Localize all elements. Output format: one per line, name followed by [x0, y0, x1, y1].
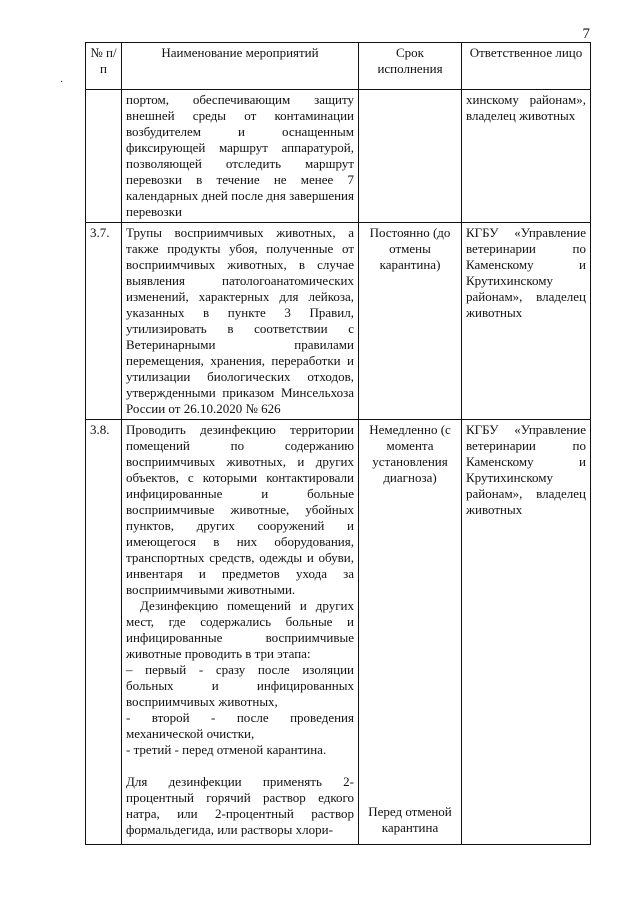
row-num: 3.7.	[86, 223, 122, 420]
page-number: 7	[582, 26, 590, 42]
table-row	[86, 420, 591, 845]
name-paragraph: Для дезинфекции применять 2-процентный горячий раствор едкого натра, или 2-процентный раствор формальдегида, или растворы хлори-	[126, 774, 354, 837]
row-name: портом, обеспечивающим защиту внешней среды от контаминации возбудителем и оснащенным фиксирующей маршрут аппаратурой, позволяющей отследить маршрут перевозки в течение не менее 7 календарных дней после дня завершения перевозки	[122, 90, 359, 223]
name-paragraph: Проводить дезинфекцию территории помещений по содержанию восприимчивых животных, и других объектов, с которыми контактировали инфицированные и больные восприимчивые животные, убойных пунктов, других сооружений и имеющегося в них оборудования, транспортных средств, одежды и обуви, инвентаря и предметов ухода за восприимчивыми животными.	[126, 422, 354, 597]
table-row	[86, 90, 591, 223]
row-responsible: КГБУ «Управление ветеринарии по Каменскому и Крутихинскому районам», владелец животных	[462, 420, 591, 845]
name-paragraph: Дезинфекцию помещений и других мест, где содержались больные и инфицированные восприимчивые животные проводить в три этапа:	[126, 598, 354, 661]
name-list-item: - третий - перед отменой карантина.	[126, 742, 327, 757]
row-term	[359, 420, 462, 845]
header-term: Срок исполнения	[359, 43, 462, 90]
header-num: № п/п	[86, 43, 122, 90]
row-responsible: хинскому районам», владелец животных	[462, 90, 591, 223]
table-row	[86, 223, 591, 420]
term-entry: Перед отменой карантина	[368, 804, 452, 835]
name-list-item: - второй - после проведения механической очистки,	[126, 710, 354, 741]
row-num: 3.8.	[86, 420, 122, 845]
row-term	[359, 90, 462, 223]
row-name	[122, 420, 359, 845]
term-entry: Немедленно (с момента установления диагноза)	[369, 422, 451, 485]
name-list-item: – первый - сразу после изоляции больных и инфицированных восприимчивых животных,	[126, 662, 354, 709]
table-header-row	[86, 43, 591, 90]
row-responsible: КГБУ «Управление ветеринарии по Каменскому и Крутихинскому районам», владелец животных	[462, 223, 591, 420]
row-term: Постоянно (до отмены карантина)	[359, 223, 462, 420]
row-name: Трупы восприимчивых животных, а также продукты убоя, полученные от восприимчивых животных, в случае выявления патологоанатомических изменений, характерных для лейкоза, указанных в пункте 3 Правил, утилизировать в соответствии с Ветеринарными правилами перемещения, хранения, переработки и утилизации биологических отходов, утвержденными приказом Минсельхоза России от 26.10.2020 № 626	[122, 223, 359, 420]
measures-table	[85, 42, 591, 845]
header-name: Наименование мероприятий	[122, 43, 359, 90]
header-responsible: Ответственное лицо	[462, 43, 591, 90]
row-num	[86, 90, 122, 223]
stray-mark: ·	[60, 77, 64, 88]
